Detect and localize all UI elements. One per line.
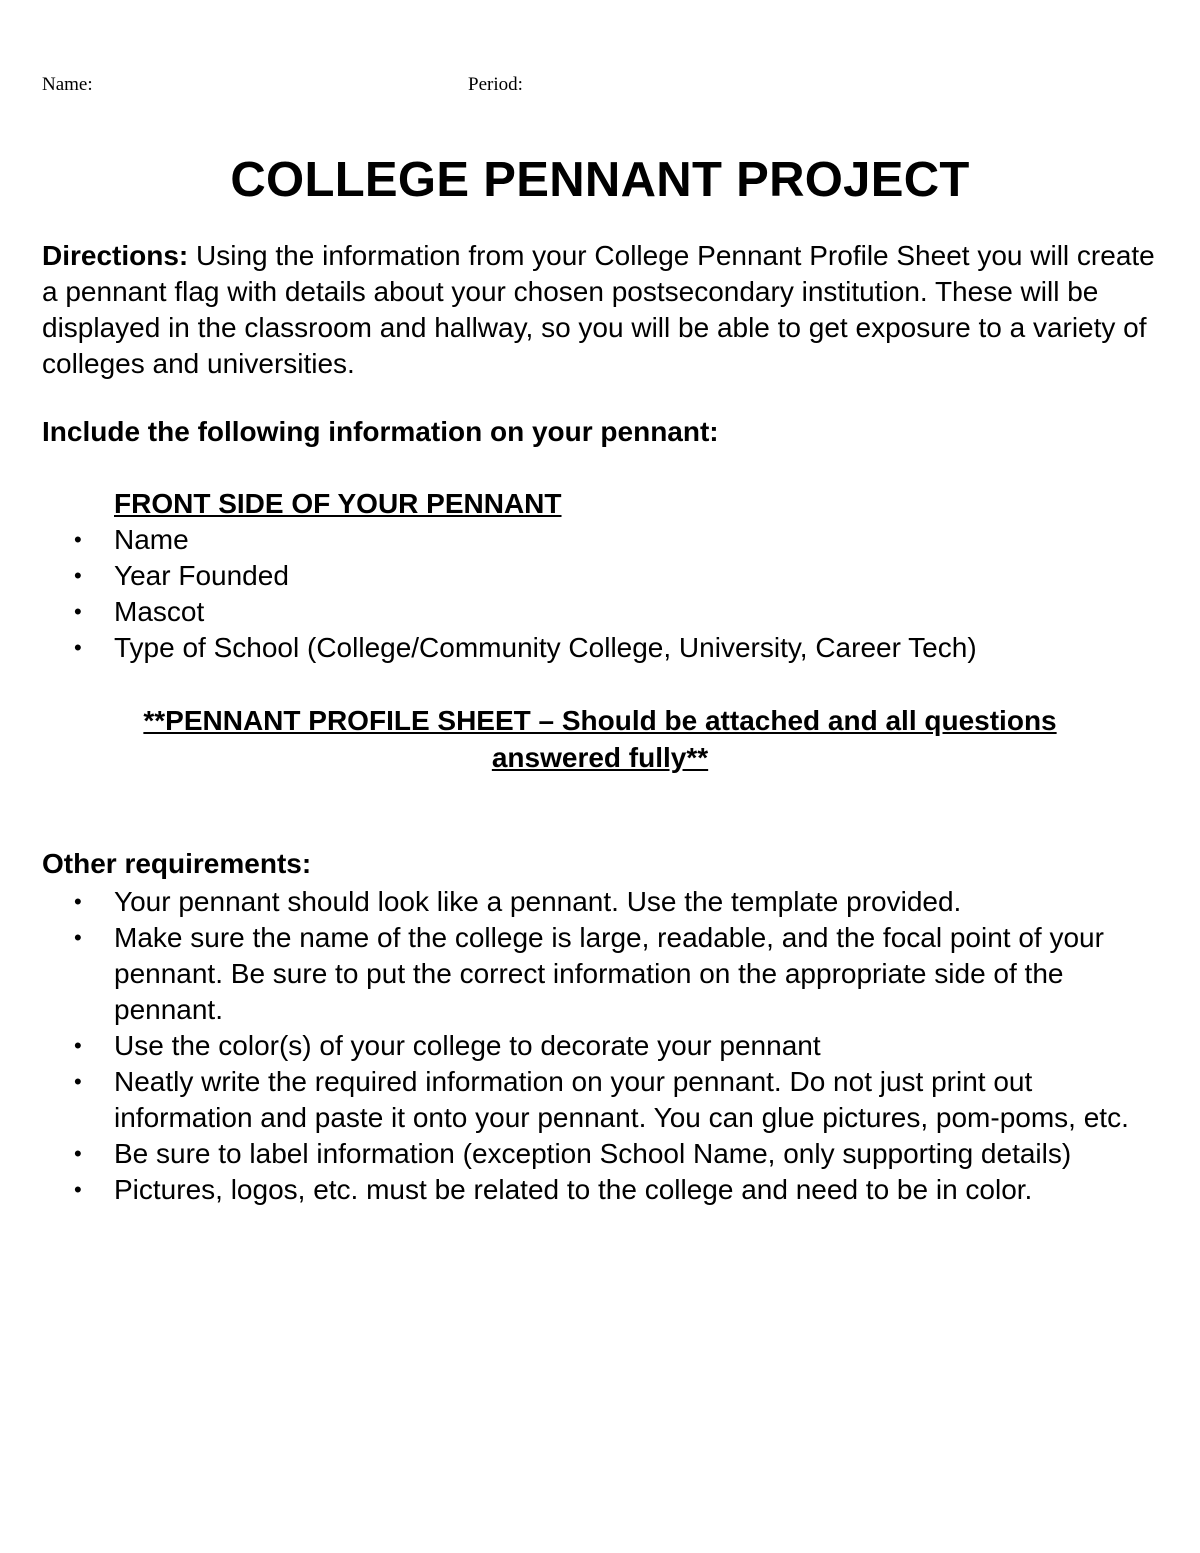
directions-paragraph bbox=[42, 238, 1158, 382]
front-side-list bbox=[42, 522, 1162, 666]
other-requirements-heading: Other requirements: bbox=[42, 848, 312, 879]
list-item: • Mascot bbox=[42, 594, 1162, 630]
name-label: Name: bbox=[42, 74, 93, 95]
list-item: • Pictures, logos, etc. must be related to the college and need to be in color. bbox=[42, 1172, 1162, 1208]
include-heading: Include the following information on your pennant: bbox=[42, 416, 719, 447]
period-label: Period: bbox=[468, 74, 523, 95]
list-item: • Your pennant should look like a pennant. Use the template provided. bbox=[42, 884, 1162, 920]
profile-sheet-note bbox=[60, 702, 1140, 776]
directions-label: Directions: bbox=[42, 240, 189, 271]
page-title: COLLEGE PENNANT PROJECT bbox=[230, 153, 970, 207]
front-side-heading: FRONT SIDE OF YOUR PENNANT bbox=[114, 488, 562, 519]
student-header bbox=[42, 74, 1160, 98]
list-item: • Make sure the name of the college is large, readable, and the focal point of your pennant. Be sure to put the correct information on the appropriate side of the pennant. bbox=[42, 920, 1162, 1028]
list-item: • Type of School (College/Community College, University, Career Tech) bbox=[42, 630, 1162, 666]
list-item: • Be sure to label information (exception School Name, only supporting details) bbox=[42, 1136, 1162, 1172]
directions-text: Using the information from your College Pennant Profile Sheet you will create a pennant flag with details about your chosen postsecondary institution. These will be displayed in the classroom and hallway, so you will be able to get exposure to a variety of colleges and universities. bbox=[42, 240, 1155, 379]
list-item: • Name bbox=[42, 522, 1162, 558]
other-requirements-list bbox=[42, 884, 1162, 1208]
list-item: • Neatly write the required information on your pennant. Do not just print out information and paste it onto your pennant. You can glue pictures, pom-poms, etc. bbox=[42, 1064, 1162, 1136]
profile-note-line-1: **PENNANT PROFILE SHEET – Should be attached and all questions bbox=[143, 705, 1057, 736]
list-item: • Year Founded bbox=[42, 558, 1162, 594]
list-item: • Use the color(s) of your college to decorate your pennant bbox=[42, 1028, 1162, 1064]
profile-note-line-2: answered fully** bbox=[491, 742, 709, 773]
